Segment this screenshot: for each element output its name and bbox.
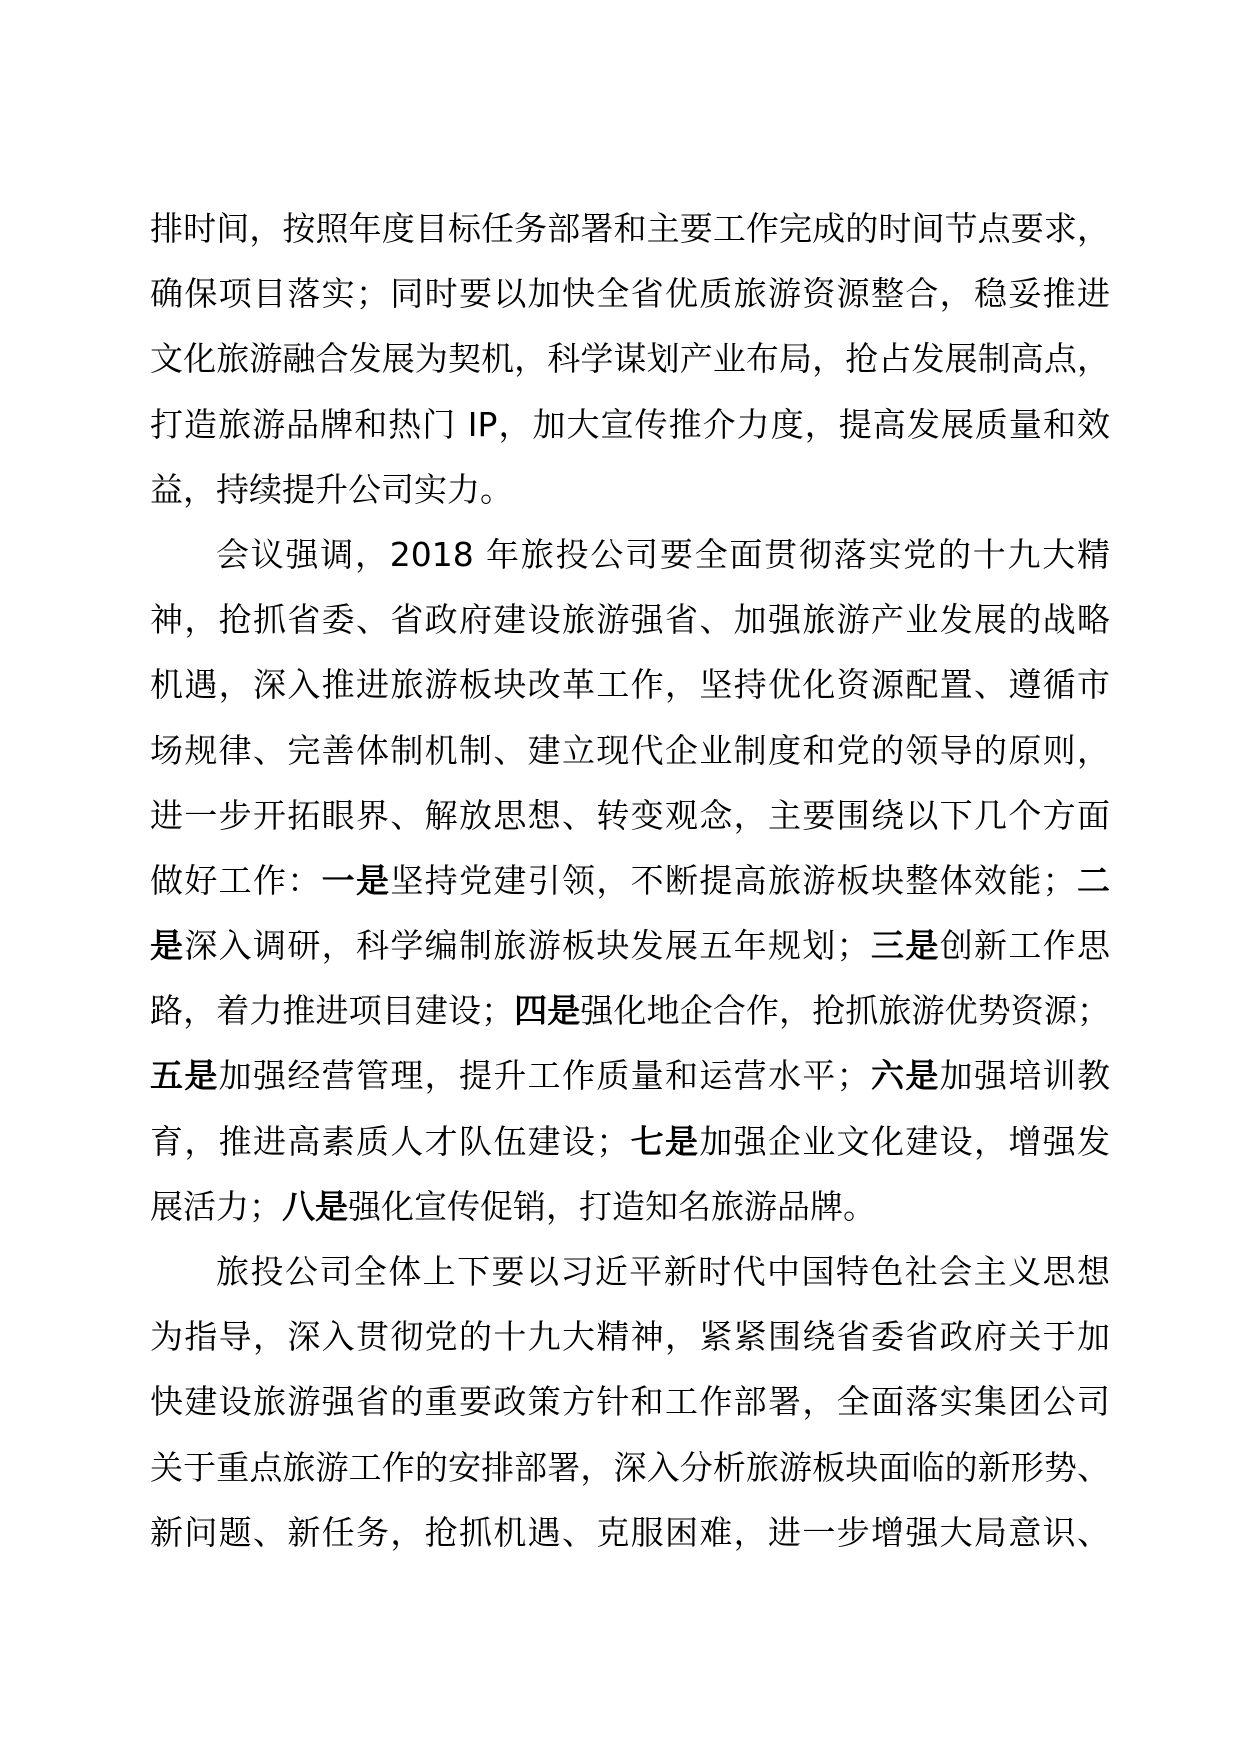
bold-ordinal: 七是 [629, 1121, 700, 1161]
bold-ordinal: 八是 [282, 1186, 348, 1226]
text-line [150, 326, 1110, 391]
bold-ordinal: 五是 [150, 1056, 219, 1096]
text-segment: 打造旅游品牌和热门 IP，加大宣传推介力度，提高发展质量和效 [150, 404, 1110, 444]
text-segment: 路，着力推进项目建设； [150, 991, 515, 1031]
text-segment: 益，持续提升公司实力。 [150, 469, 513, 509]
text-line [150, 1109, 1110, 1174]
paragraph [150, 1239, 1110, 1565]
text-segment: 强化地企合作，抢抓旅游优势资源； [580, 991, 1111, 1031]
text-segment: 进一步开拓眼界、解放思想、转变观念，主要围绕以下几个方面 [150, 795, 1110, 835]
text-line [150, 1304, 1110, 1369]
text-segment: 为指导，深入贯彻党的十九大精神，紧紧围绕省委省政府关于加 [150, 1317, 1110, 1357]
text-segment: 旅投公司全体上下要以习近平新时代中国特色社会主义思想 [216, 1252, 1110, 1291]
text-segment: 深入调研，科学编制旅游板块发展五年规划； [184, 926, 870, 966]
text-segment: 创新工作思 [939, 926, 1111, 966]
paragraph [150, 196, 1110, 522]
document-body [150, 196, 1110, 1565]
bold-ordinal: 是 [150, 926, 185, 966]
bold-ordinal: 三是 [869, 926, 940, 966]
bold-ordinal: 六是 [869, 1056, 940, 1096]
text-segment: 会议强调，2018 年旅投公司要全面贯彻落实党的十九大精 [216, 534, 1110, 574]
text-segment: 新问题、新任务，抢抓机遇、克服困难，进一步增强大局意识、 [150, 1512, 1110, 1552]
text-segment: 场规律、完善体制机制、建立现代企业制度和党的领导的原则， [150, 730, 1110, 770]
text-segment: 文化旅游融合发展为契机，科学谋划产业布局，抢占发展制高点， [150, 339, 1110, 379]
text-segment: 加强经营管理，提升工作质量和运营水平； [218, 1056, 870, 1096]
text-segment: 排时间，按照年度目标任务部署和主要工作完成的时间节点要求， [150, 209, 1110, 248]
text-segment: 确保项目落实；同时要以加快全省优质旅游资源整合，稳妥推进 [150, 274, 1110, 314]
text-line [150, 457, 1110, 522]
text-line [150, 392, 1110, 457]
text-segment: 快建设旅游强省的重要政策方针和工作部署，全面落实集团公司 [150, 1382, 1110, 1422]
text-line [150, 1435, 1110, 1500]
text-line [150, 718, 1110, 783]
text-segment: 加强培训教 [939, 1056, 1111, 1096]
text-segment: 育，推进高素质人才队伍建设； [150, 1121, 630, 1161]
bold-ordinal: 四是 [514, 991, 581, 1031]
text-segment: 关于重点旅游工作的安排部署，深入分析旅游板块面临的新形势、 [150, 1447, 1110, 1487]
text-line [150, 261, 1110, 326]
text-line [150, 1174, 1110, 1239]
text-line [150, 196, 1110, 261]
text-line [150, 913, 1110, 978]
text-line [150, 1043, 1110, 1108]
text-segment: 坚持党建引领，不断提高旅游板块整体效能； [390, 860, 1076, 900]
text-line [150, 652, 1110, 717]
bold-ordinal: 二 [1075, 860, 1111, 900]
text-line [150, 783, 1110, 848]
text-segment: 神，抢抓省委、省政府建设旅游强省、加强旅游产业发展的战略 [150, 600, 1110, 640]
text-segment: 机遇，深入推进旅游板块改革工作，坚持优化资源配置、遵循市 [150, 665, 1110, 705]
text-line [150, 1369, 1110, 1434]
text-segment: 展活力； [150, 1186, 282, 1226]
text-line [150, 1500, 1110, 1565]
text-line [150, 978, 1110, 1043]
text-line [150, 522, 1110, 587]
text-line [150, 587, 1110, 652]
text-line [150, 848, 1110, 913]
paragraph [150, 522, 1110, 1239]
text-segment: 加强企业文化建设，增强发 [699, 1121, 1111, 1161]
text-segment: 做好工作： [150, 860, 322, 900]
bold-ordinal: 一是 [321, 860, 391, 900]
text-line [150, 1239, 1110, 1304]
text-segment: 强化宣传促销，打造知名旅游品牌。 [348, 1186, 876, 1226]
